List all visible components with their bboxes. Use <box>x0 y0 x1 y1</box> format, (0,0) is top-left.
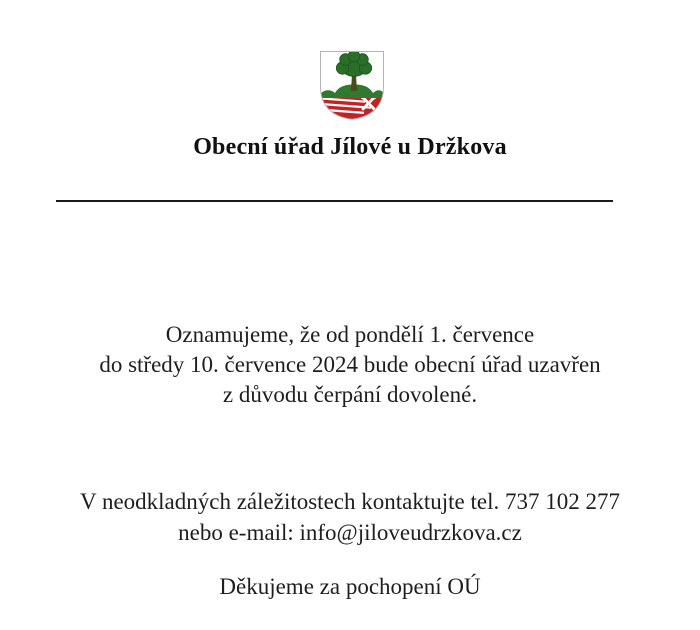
announcement-line-2: do středy 10. července 2024 bude obecní úřad uzavřen <box>99 352 601 377</box>
announcement-line-3: z důvodu čerpání dovolené. <box>222 382 478 407</box>
closing-line: Děkujeme za pochopení OÚ <box>219 574 481 599</box>
announcement-line-1: Oznamujeme, že od pondělí 1. července <box>165 322 535 347</box>
contact-paragraph <box>0 486 700 548</box>
contact-email-line: nebo e-mail: info@jiloveudrzkova.cz <box>178 520 522 545</box>
municipal-coat-of-arms-icon <box>319 50 385 121</box>
page-title: Obecní úřad Jílové u Držkova <box>193 134 507 160</box>
divider-line <box>56 200 613 202</box>
announcement-paragraph <box>0 320 700 410</box>
contact-phone-line: V neodkladných záležitostech kontaktujte tel. 737 102 277 <box>80 489 620 514</box>
